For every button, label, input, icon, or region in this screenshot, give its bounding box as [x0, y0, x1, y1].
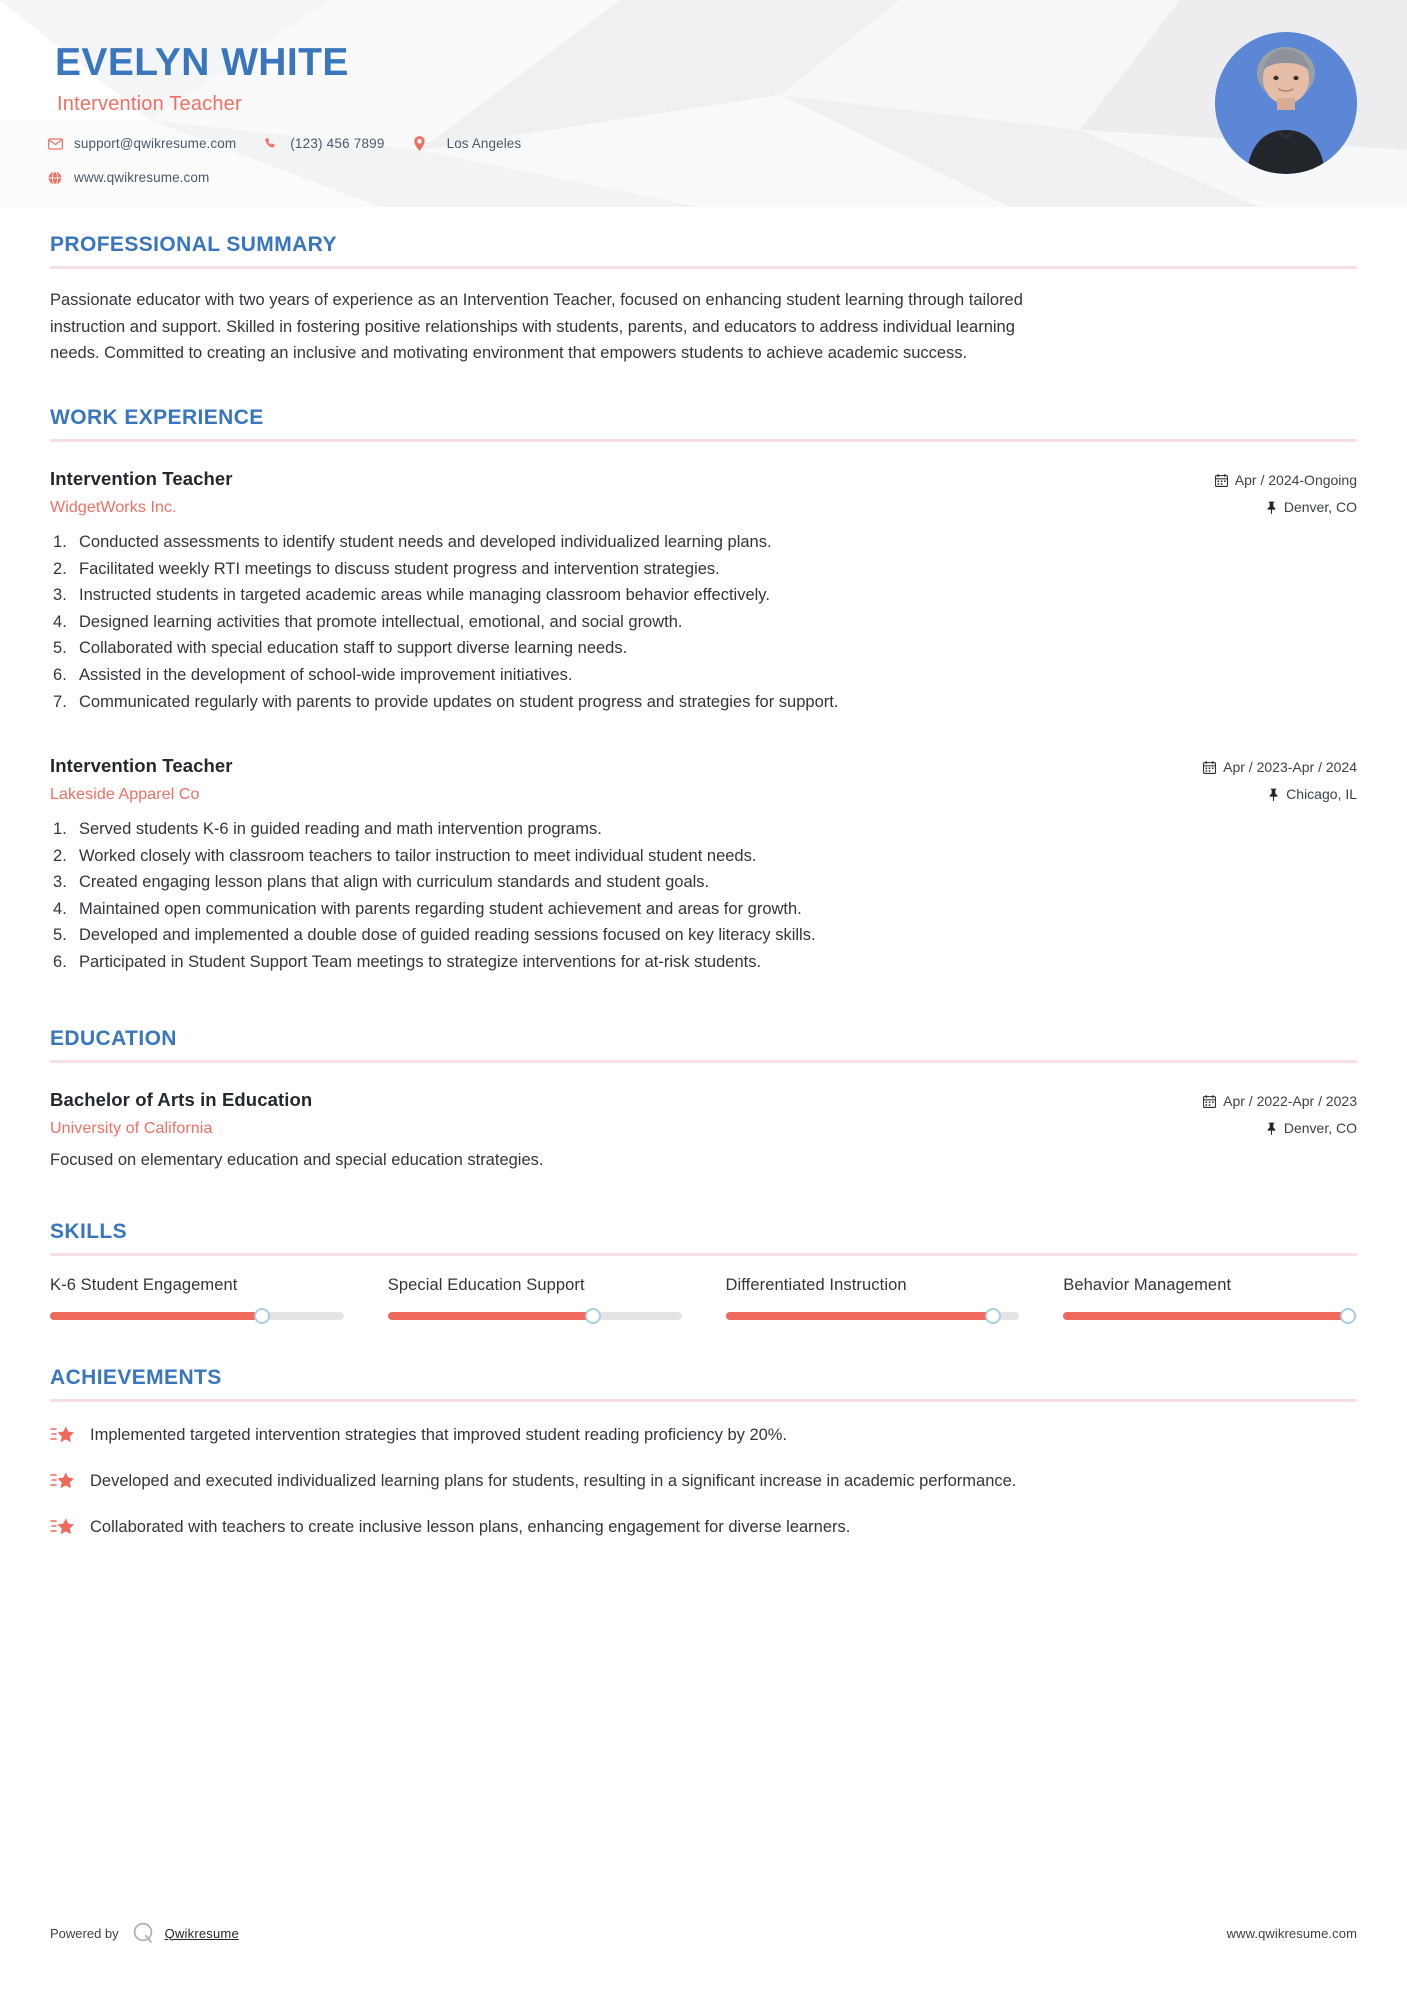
- education-date-text: Apr / 2022-Apr / 2023: [1223, 1093, 1357, 1110]
- section-skills: [50, 1220, 1357, 1320]
- work-bullet-list: [50, 816, 1357, 975]
- section-achievements: [50, 1366, 1357, 1543]
- skills-grid: [50, 1276, 1357, 1320]
- list-item: Conducted assessments to identify student needs and developed individualized learning plans.: [79, 533, 772, 552]
- contact-location: [411, 136, 522, 151]
- list-item: Designed learning activities that promote intellectual, emotional, and social growth.: [79, 612, 683, 631]
- list-item: [50, 1468, 1357, 1497]
- work-entry-left: [50, 755, 1147, 804]
- globe-icon: [46, 171, 64, 185]
- skill-slider-track[interactable]: [726, 1312, 1020, 1320]
- education-entry-left: [50, 1089, 1147, 1138]
- list-item: Facilitated weekly RTI meetings to discuss student progress and intervention strategies.: [79, 559, 720, 578]
- avatar: [1215, 32, 1357, 174]
- work-location-line: [1147, 786, 1357, 802]
- skill-slider-fill: [1063, 1312, 1348, 1320]
- skill-slider-knob[interactable]: [585, 1308, 601, 1324]
- education-location-text: Denver, CO: [1283, 1120, 1357, 1137]
- education-school: University of California: [50, 1120, 213, 1138]
- education-location-line: [1147, 1120, 1357, 1136]
- section-divider: [50, 1253, 1357, 1256]
- section-title-skills: SKILLS: [50, 1219, 128, 1243]
- achievements-list: [50, 1422, 1357, 1543]
- work-entry-header: [50, 468, 1357, 517]
- footer-powered-by: [50, 1920, 239, 1946]
- achievement-text: Implemented targeted intervention strategies that improved student reading proficiency by 20%.: [90, 1425, 788, 1444]
- list-item: Participated in Student Support Team meetings to strategize interventions for at-risk students.: [79, 952, 762, 971]
- section-divider: [50, 266, 1357, 269]
- work-location-line: [1147, 499, 1357, 515]
- work-date-line: [1147, 472, 1357, 488]
- education-degree: Bachelor of Arts in Education: [50, 1089, 313, 1111]
- pushpin-icon: [1266, 1122, 1277, 1135]
- skill-item: [50, 1276, 344, 1320]
- skill-label: K-6 Student Engagement: [50, 1275, 238, 1294]
- job-title: Intervention Teacher: [57, 93, 242, 115]
- page-title: EVELYN WHITE: [55, 41, 349, 84]
- skill-slider-track[interactable]: [388, 1312, 682, 1320]
- calendar-icon: [1203, 1095, 1216, 1108]
- calendar-icon: [1203, 761, 1216, 774]
- list-item: Served students K-6 in guided reading and math intervention programs.: [79, 820, 602, 839]
- list-item: [50, 1422, 1357, 1451]
- star-icon: [50, 1468, 80, 1497]
- work-entry-meta: [1147, 468, 1357, 515]
- list-item: Communicated regularly with parents to provide updates on student progress and strategies for support.: [79, 692, 839, 711]
- work-role-title: Intervention Teacher: [50, 755, 233, 777]
- star-icon: [50, 1514, 80, 1543]
- contact-phone-text: (123) 456 7899: [290, 136, 385, 151]
- skill-label: Special Education Support: [387, 1275, 585, 1294]
- phone-icon: [262, 137, 280, 151]
- contact-phone[interactable]: [262, 136, 384, 151]
- work-date-line: [1147, 759, 1357, 775]
- work-location-text: Chicago, IL: [1286, 786, 1357, 803]
- work-company-name: Lakeside Apparel Co: [50, 786, 200, 804]
- footer-brand-link[interactable]: Qwikresume: [164, 1925, 239, 1941]
- section-divider: [50, 439, 1357, 442]
- achievement-text: Collaborated with teachers to create inclusive lesson plans, enhancing engagement for diverse learners.: [90, 1517, 851, 1536]
- list-item: [50, 1514, 1357, 1543]
- section-professional-summary: [50, 233, 1357, 367]
- skill-slider-fill: [50, 1312, 262, 1320]
- contact-location-text: Los Angeles: [446, 136, 522, 151]
- list-item: Collaborated with special education staff to support diverse learning needs.: [79, 639, 628, 658]
- work-location-text: Denver, CO: [1283, 499, 1357, 516]
- list-item: Maintained open communication with parents regarding student achievement and areas for growth.: [79, 899, 802, 918]
- list-item: Assisted in the development of school-wide improvement initiatives.: [79, 665, 573, 684]
- skill-slider-track[interactable]: [1063, 1312, 1357, 1320]
- work-company-name: WidgetWorks Inc.: [50, 499, 177, 517]
- resume-body: [0, 233, 1407, 1543]
- skill-item: [1063, 1276, 1357, 1320]
- skill-slider-knob[interactable]: [1340, 1308, 1356, 1324]
- qwikresume-logo-icon: [131, 1920, 157, 1946]
- work-role-title: Intervention Teacher: [50, 468, 233, 490]
- work-bullet-list: [50, 529, 1357, 715]
- education-date-line: [1147, 1093, 1357, 1109]
- summary-text: Passionate educator with two years of experience as an Intervention Teacher, focused on enhancing student learning through tailored instruction and support. Skilled in fostering positive relationships with students, parents, and educators to address individual learning needs. Committed to creating an inclusive and motivating environment that empowers students to achieve academic success.: [50, 291, 1023, 363]
- contact-website-text: www.qwikresume.com: [74, 170, 210, 185]
- map-pin-icon: [411, 136, 429, 151]
- resume-header: [0, 0, 1407, 207]
- contact-email[interactable]: [46, 136, 236, 151]
- contact-row-secondary: [46, 170, 235, 185]
- skill-item: [388, 1276, 682, 1320]
- section-divider: [50, 1060, 1357, 1063]
- work-entry: [50, 755, 1357, 975]
- work-date-text: Apr / 2023-Apr / 2024: [1223, 759, 1357, 776]
- work-entry-meta: [1147, 755, 1357, 802]
- star-icon: [50, 1422, 80, 1451]
- footer-website[interactable]: www.qwikresume.com: [1226, 1925, 1357, 1941]
- work-entry-left: [50, 468, 1147, 517]
- achievement-text: Developed and executed individualized learning plans for students, resulting in a significant increase in academic performance.: [90, 1471, 1017, 1490]
- list-item: Developed and implemented a double dose of guided reading sessions focused on key literacy skills.: [79, 926, 816, 945]
- skill-label: Behavior Management: [1063, 1275, 1232, 1294]
- skill-slider-fill: [726, 1312, 993, 1320]
- envelope-icon: [46, 138, 64, 150]
- work-entry: [50, 468, 1357, 715]
- education-entry-header: [50, 1089, 1357, 1138]
- skill-slider-knob[interactable]: [985, 1308, 1001, 1324]
- list-item: Worked closely with classroom teachers to tailor instruction to meet individual student needs.: [79, 846, 757, 865]
- contact-row-primary: [46, 136, 547, 151]
- skill-slider-knob[interactable]: [254, 1308, 270, 1324]
- skill-label: Differentiated Instruction: [725, 1275, 907, 1294]
- calendar-icon: [1215, 474, 1228, 487]
- work-entry-header: [50, 755, 1357, 804]
- skill-slider-fill: [388, 1312, 594, 1320]
- education-entry: [50, 1089, 1357, 1173]
- section-divider: [50, 1399, 1357, 1402]
- skill-item: [726, 1276, 1020, 1320]
- education-entry-meta: [1147, 1089, 1357, 1136]
- section-title-summary: PROFESSIONAL SUMMARY: [50, 233, 337, 256]
- work-date-text: Apr / 2024-Ongoing: [1234, 472, 1357, 489]
- section-title-education: EDUCATION: [50, 1027, 177, 1051]
- footer-powered-label: Powered by: [50, 1925, 119, 1941]
- section-title-work: WORK EXPERIENCE: [50, 406, 264, 430]
- education-note: Focused on elementary education and special education strategies.: [50, 1151, 544, 1170]
- section-title-achievements: ACHIEVEMENTS: [50, 1365, 222, 1389]
- pushpin-icon: [1268, 788, 1279, 801]
- list-item: Instructed students in targeted academic areas while managing classroom behavior effectively.: [79, 586, 770, 605]
- pushpin-icon: [1266, 501, 1277, 514]
- section-education: [50, 1027, 1357, 1173]
- contact-email-text: support@qwikresume.com: [74, 136, 237, 151]
- skill-slider-track[interactable]: [50, 1312, 344, 1320]
- page-footer: [50, 1920, 1357, 1946]
- section-work-experience: [50, 406, 1357, 975]
- contact-website[interactable]: [46, 170, 209, 185]
- avatar-photo: [1215, 32, 1357, 174]
- list-item: Created engaging lesson plans that align with curriculum standards and student goals.: [79, 873, 710, 892]
